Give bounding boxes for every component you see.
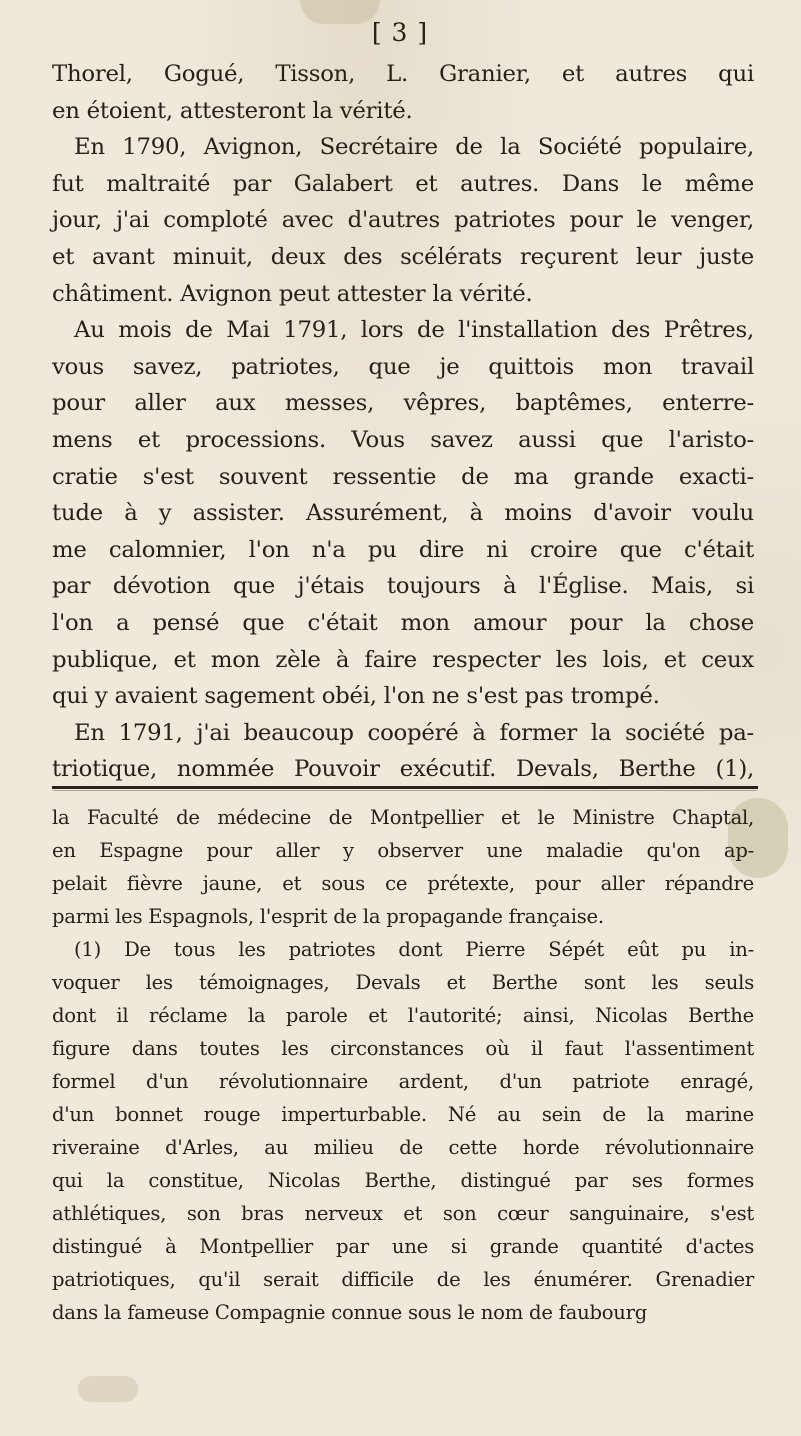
text-line: pour aller aux messes, vêpres, baptêmes, enterre- [52, 390, 754, 417]
footnote-line: patriotiques, qu'il serait difficile de les énumérer. Grenadier [52, 1268, 754, 1291]
text-line: triotique, nommée Pouvoir exécutif. Devals, Berthe (1), [52, 756, 754, 783]
text-line: vous savez, patriotes, que je quittois mon travail [52, 353, 754, 380]
footnote-line: pelait fièvre jaune, et sous ce prétexte, pour aller répandre [52, 872, 754, 895]
text-line: tude à y assister. Assurément, à moins d'avoir voulu [52, 500, 754, 527]
text-line: Thorel, Gogué, Tisson, L. Granier, et autres qui [52, 61, 754, 87]
text-line: En 1791, j'ai beaucoup coopéré à former la société pa- [74, 719, 754, 746]
footnote-line: d'un bonnet rouge imperturbable. Né au sein de la marine [52, 1103, 754, 1126]
footnote-rule [52, 786, 758, 789]
paper-stain [78, 1376, 138, 1402]
text-line: jour, j'ai comploté avec d'autres patriotes pour le venger, [52, 207, 754, 234]
footnote-line: qui la constitue, Nicolas Berthe, distingué par ses formes [52, 1169, 754, 1192]
footnote-line: figure dans toutes les circonstances où il faut l'assentiment [52, 1037, 754, 1060]
text-line: par dévotion que j'étais toujours à l'Église. Mais, si [52, 573, 754, 600]
main-text [52, 56, 754, 788]
footnote-line: distingué à Montpellier par une si grande quantité d'actes [52, 1235, 754, 1258]
text-line: châtiment. Avignon peut attester la vérité. [52, 280, 533, 307]
footnote-line: (1) De tous les patriotes dont Pierre Sépét eût pu in- [74, 938, 754, 961]
footnote-line: la Faculté de médecine de Montpellier et le Ministre Chaptal, [52, 806, 754, 829]
text-line: mens et processions. Vous savez aussi que l'aristo- [52, 426, 754, 453]
text-line: En 1790, Avignon, Secrétaire de la Société populaire, [74, 134, 754, 161]
text-line: en étoient, attesteront la vérité. [52, 97, 413, 124]
footnote-line: voquer les témoignages, Devals et Berthe sont les seuls [52, 971, 754, 994]
text-line: publique, et mon zèle à faire respecter les lois, et ceux [52, 646, 754, 673]
text-line: l'on a pensé que c'était mon amour pour la chose [52, 609, 754, 636]
text-line: cratie s'est souvent ressentie de ma grande exacti- [52, 463, 754, 490]
footnote-line: dans la fameuse Compagnie connue sous le nom de faubourg [52, 1301, 648, 1324]
text-line: Au mois de Mai 1791, lors de l'installation des Prêtres, [74, 317, 754, 344]
page-number: [ 3 ] [371, 18, 429, 47]
footnote-line: dont il réclame la parole et l'autorité; ainsi, Nicolas Berthe [52, 1004, 754, 1027]
footnote-line: parmi les Espagnols, l'esprit de la propagande française. [52, 905, 604, 928]
footnote-line: riveraine d'Arles, au milieu de cette horde révolutionnaire [52, 1136, 754, 1159]
text-line: me calomnier, l'on n'a pu dire ni croire que c'était [52, 536, 754, 563]
footnote-line: formel d'un révolutionnaire ardent, d'un patriote enragé, [52, 1070, 754, 1093]
text-line: qui y avaient sagement obéi, l'on ne s'est pas trompé. [52, 683, 660, 710]
footnote-line: en Espagne pour aller y observer une maladie qu'on ap- [52, 839, 754, 862]
text-line: et avant minuit, deux des scélérats reçurent leur juste [52, 243, 754, 270]
footnote-line: athlétiques, son bras nerveux et son cœur sanguinaire, s'est [52, 1202, 754, 1225]
text-line: fut maltraité par Galabert et autres. Dans le même [52, 170, 754, 197]
footnotes [52, 801, 754, 1329]
